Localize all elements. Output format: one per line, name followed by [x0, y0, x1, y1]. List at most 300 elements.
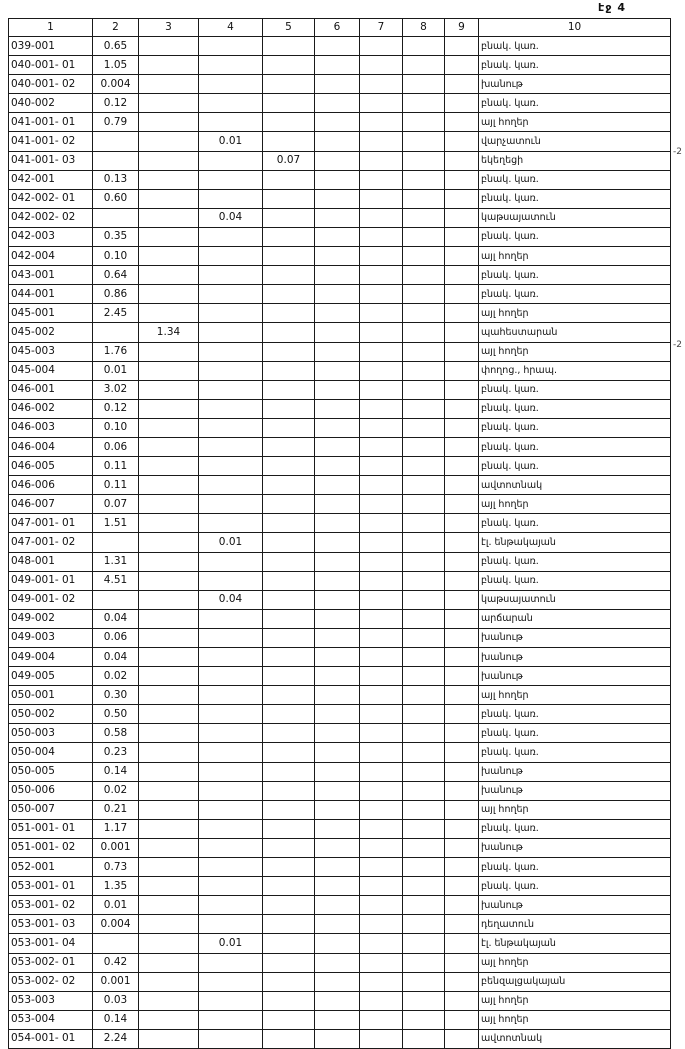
- value-col2-cell: 0.01: [93, 896, 139, 915]
- value-col8-cell: [403, 1010, 445, 1029]
- value-col8-cell: [403, 705, 445, 724]
- value-col3-cell: [139, 953, 199, 972]
- parcel-code-cell: 049-005: [9, 667, 93, 686]
- value-col4-cell: [199, 170, 263, 189]
- value-col2-cell: 0.65: [93, 37, 139, 56]
- value-col2-cell: 0.13: [93, 170, 139, 189]
- land-use-cell: այլ հողեր: [479, 304, 671, 323]
- table-row: [9, 724, 671, 743]
- value-col7-cell: [360, 208, 403, 227]
- value-col2-cell: 0.001: [93, 972, 139, 991]
- parcel-code-cell: 046-002: [9, 399, 93, 418]
- value-col9-cell: [445, 838, 479, 857]
- parcel-code-cell: 053-002- 01: [9, 953, 93, 972]
- value-col6-cell: [315, 896, 360, 915]
- table-row: [9, 877, 671, 896]
- parcel-code-cell: 045-002: [9, 323, 93, 342]
- table-row: [9, 762, 671, 781]
- value-col9-cell: [445, 151, 479, 170]
- value-col3-cell: [139, 514, 199, 533]
- value-col8-cell: [403, 934, 445, 953]
- land-use-cell: այլ հողեր: [479, 991, 671, 1010]
- land-use-cell: բնակ. կառ.: [479, 705, 671, 724]
- value-col6-cell: [315, 877, 360, 896]
- value-col2-cell: [93, 151, 139, 170]
- land-use-cell: այլ հողեր: [479, 113, 671, 132]
- value-col9-cell: [445, 743, 479, 762]
- value-col4-cell: [199, 418, 263, 437]
- table-row: [9, 304, 671, 323]
- value-col5-cell: [263, 552, 315, 571]
- value-col5-cell: [263, 667, 315, 686]
- land-use-cell: այլ հողեր: [479, 686, 671, 705]
- value-col3-cell: [139, 571, 199, 590]
- value-col5-cell: [263, 858, 315, 877]
- value-col7-cell: [360, 113, 403, 132]
- parcel-code-cell: 053-001- 04: [9, 934, 93, 953]
- value-col9-cell: [445, 361, 479, 380]
- value-col6-cell: [315, 953, 360, 972]
- value-col6-cell: [315, 705, 360, 724]
- land-use-cell: խանութ: [479, 762, 671, 781]
- column-header: 4: [199, 19, 263, 37]
- parcel-code-cell: 050-005: [9, 762, 93, 781]
- table-row: [9, 705, 671, 724]
- value-col7-cell: [360, 361, 403, 380]
- land-use-cell: բնակ. կառ.: [479, 170, 671, 189]
- value-col9-cell: [445, 514, 479, 533]
- header-row: [9, 19, 671, 37]
- value-col7-cell: [360, 858, 403, 877]
- column-header: 1: [9, 19, 93, 37]
- value-col2-cell: 0.64: [93, 266, 139, 285]
- value-col2-cell: 1.35: [93, 877, 139, 896]
- value-col3-cell: [139, 800, 199, 819]
- land-use-cell: էլ. ենթակայան: [479, 533, 671, 552]
- value-col7-cell: [360, 1010, 403, 1029]
- table-row: [9, 686, 671, 705]
- value-col4-cell: [199, 380, 263, 399]
- value-col5-cell: [263, 285, 315, 304]
- value-col2-cell: 0.001: [93, 838, 139, 857]
- value-col4-cell: [199, 476, 263, 495]
- table-row: [9, 361, 671, 380]
- value-col5-cell: [263, 514, 315, 533]
- value-col7-cell: [360, 457, 403, 476]
- value-col6-cell: [315, 457, 360, 476]
- value-col3-cell: [139, 533, 199, 552]
- value-col8-cell: [403, 552, 445, 571]
- parcel-code-cell: 039-001: [9, 37, 93, 56]
- table-row: [9, 571, 671, 590]
- parcel-code-cell: 049-003: [9, 628, 93, 647]
- value-col9-cell: [445, 991, 479, 1010]
- value-col2-cell: 1.76: [93, 342, 139, 361]
- value-col3-cell: [139, 437, 199, 456]
- parcel-code-cell: 042-003: [9, 227, 93, 246]
- value-col5-cell: [263, 304, 315, 323]
- value-col8-cell: [403, 915, 445, 934]
- value-col9-cell: [445, 227, 479, 246]
- value-col4-cell: 0.04: [199, 208, 263, 227]
- value-col7-cell: [360, 838, 403, 857]
- value-col6-cell: [315, 1029, 360, 1048]
- land-use-cell: բնակ. կառ.: [479, 94, 671, 113]
- value-col2-cell: [93, 208, 139, 227]
- land-use-cell: կաթսայատուն: [479, 208, 671, 227]
- value-col7-cell: [360, 533, 403, 552]
- value-col3-cell: [139, 590, 199, 609]
- value-col4-cell: [199, 495, 263, 514]
- value-col6-cell: [315, 399, 360, 418]
- value-col3-cell: [139, 227, 199, 246]
- table-row: [9, 75, 671, 94]
- value-col4-cell: 0.01: [199, 934, 263, 953]
- value-col5-cell: [263, 323, 315, 342]
- column-header: 10: [479, 19, 671, 37]
- value-col3-cell: [139, 781, 199, 800]
- table-row: [9, 800, 671, 819]
- value-col9-cell: [445, 113, 479, 132]
- land-use-cell: բնակ. կառ.: [479, 227, 671, 246]
- value-col9-cell: [445, 1010, 479, 1029]
- value-col9-cell: [445, 323, 479, 342]
- value-col7-cell: [360, 781, 403, 800]
- value-col8-cell: [403, 304, 445, 323]
- parcel-code-cell: 050-001: [9, 686, 93, 705]
- value-col4-cell: [199, 667, 263, 686]
- table-row: [9, 285, 671, 304]
- value-col5-cell: [263, 628, 315, 647]
- value-col4-cell: [199, 1029, 263, 1048]
- value-col3-cell: [139, 266, 199, 285]
- value-col3-cell: [139, 743, 199, 762]
- value-col2-cell: [93, 132, 139, 151]
- value-col6-cell: [315, 667, 360, 686]
- value-col3-cell: [139, 648, 199, 667]
- value-col2-cell: 2.24: [93, 1029, 139, 1048]
- value-col2-cell: 0.50: [93, 705, 139, 724]
- value-col2-cell: 0.30: [93, 686, 139, 705]
- value-col2-cell: 3.02: [93, 380, 139, 399]
- value-col3-cell: [139, 838, 199, 857]
- column-header: 8: [403, 19, 445, 37]
- parcel-code-cell: 046-003: [9, 418, 93, 437]
- value-col7-cell: [360, 94, 403, 113]
- value-col8-cell: [403, 628, 445, 647]
- parcel-code-cell: 050-007: [9, 800, 93, 819]
- value-col3-cell: [139, 667, 199, 686]
- value-col4-cell: 0.01: [199, 132, 263, 151]
- value-col9-cell: [445, 75, 479, 94]
- column-header: 7: [360, 19, 403, 37]
- parcel-code-cell: 042-002- 01: [9, 189, 93, 208]
- margin-mark-lower: -2: [673, 340, 682, 350]
- value-col2-cell: [93, 533, 139, 552]
- value-col7-cell: [360, 342, 403, 361]
- value-col5-cell: [263, 934, 315, 953]
- value-col6-cell: [315, 94, 360, 113]
- value-col5-cell: [263, 953, 315, 972]
- value-col5-cell: [263, 457, 315, 476]
- value-col7-cell: [360, 877, 403, 896]
- parcel-code-cell: 045-001: [9, 304, 93, 323]
- value-col8-cell: [403, 819, 445, 838]
- value-col3-cell: [139, 132, 199, 151]
- value-col7-cell: [360, 476, 403, 495]
- value-col4-cell: [199, 648, 263, 667]
- value-col4-cell: [199, 304, 263, 323]
- land-use-cell: բնակ. կառ.: [479, 285, 671, 304]
- value-col9-cell: [445, 800, 479, 819]
- parcel-code-cell: 041-001- 01: [9, 113, 93, 132]
- value-col2-cell: 0.10: [93, 247, 139, 266]
- parcel-code-cell: 042-001: [9, 170, 93, 189]
- value-col6-cell: [315, 476, 360, 495]
- value-col2-cell: 0.06: [93, 437, 139, 456]
- value-col3-cell: [139, 552, 199, 571]
- land-use-cell: բնակ. կառ.: [479, 37, 671, 56]
- land-use-cell: բնակ. կառ.: [479, 266, 671, 285]
- value-col9-cell: [445, 266, 479, 285]
- value-col7-cell: [360, 552, 403, 571]
- value-col8-cell: [403, 151, 445, 170]
- value-col4-cell: [199, 705, 263, 724]
- value-col8-cell: [403, 75, 445, 94]
- value-col4-cell: [199, 37, 263, 56]
- value-col6-cell: [315, 609, 360, 628]
- value-col9-cell: [445, 609, 479, 628]
- value-col3-cell: [139, 628, 199, 647]
- table-row: [9, 189, 671, 208]
- column-header: 9: [445, 19, 479, 37]
- value-col6-cell: [315, 628, 360, 647]
- value-col2-cell: 0.21: [93, 800, 139, 819]
- value-col5-cell: [263, 132, 315, 151]
- value-col9-cell: [445, 208, 479, 227]
- value-col4-cell: [199, 457, 263, 476]
- value-col8-cell: [403, 113, 445, 132]
- column-header: 3: [139, 19, 199, 37]
- parcel-code-cell: 053-001- 03: [9, 915, 93, 934]
- value-col2-cell: 0.12: [93, 399, 139, 418]
- value-col8-cell: [403, 953, 445, 972]
- value-col6-cell: [315, 838, 360, 857]
- value-col4-cell: [199, 56, 263, 75]
- value-col9-cell: [445, 858, 479, 877]
- value-col9-cell: [445, 819, 479, 838]
- land-parcel-table: [8, 18, 671, 1049]
- value-col2-cell: 0.11: [93, 457, 139, 476]
- value-col8-cell: [403, 743, 445, 762]
- value-col9-cell: [445, 247, 479, 266]
- value-col9-cell: [445, 686, 479, 705]
- parcel-code-cell: 042-004: [9, 247, 93, 266]
- column-header: 2: [93, 19, 139, 37]
- parcel-code-cell: 040-002: [9, 94, 93, 113]
- value-col8-cell: [403, 227, 445, 246]
- value-col6-cell: [315, 437, 360, 456]
- value-col4-cell: [199, 285, 263, 304]
- land-use-cell: խանութ: [479, 838, 671, 857]
- value-col6-cell: [315, 227, 360, 246]
- value-col8-cell: [403, 838, 445, 857]
- value-col7-cell: [360, 628, 403, 647]
- value-col5-cell: [263, 37, 315, 56]
- value-col9-cell: [445, 934, 479, 953]
- margin-mark-upper: -2: [673, 147, 682, 157]
- value-col3-cell: [139, 380, 199, 399]
- value-col2-cell: 0.004: [93, 915, 139, 934]
- value-col5-cell: [263, 495, 315, 514]
- value-col7-cell: [360, 418, 403, 437]
- table-row: [9, 934, 671, 953]
- value-col8-cell: [403, 781, 445, 800]
- value-col2-cell: 0.73: [93, 858, 139, 877]
- value-col8-cell: [403, 247, 445, 266]
- parcel-code-cell: 041-001- 02: [9, 132, 93, 151]
- value-col7-cell: [360, 437, 403, 456]
- value-col9-cell: [445, 552, 479, 571]
- value-col5-cell: [263, 113, 315, 132]
- table-row: [9, 858, 671, 877]
- value-col3-cell: [139, 724, 199, 743]
- land-use-cell: բնակ. կառ.: [479, 56, 671, 75]
- value-col5-cell: [263, 972, 315, 991]
- value-col4-cell: [199, 399, 263, 418]
- value-col8-cell: [403, 380, 445, 399]
- value-col3-cell: [139, 819, 199, 838]
- value-col2-cell: 0.12: [93, 94, 139, 113]
- value-col4-cell: [199, 151, 263, 170]
- land-use-cell: բնակ. կառ.: [479, 189, 671, 208]
- value-col3-cell: [139, 972, 199, 991]
- value-col2-cell: 0.35: [93, 227, 139, 246]
- value-col5-cell: [263, 437, 315, 456]
- value-col3-cell: [139, 1029, 199, 1048]
- value-col9-cell: [445, 724, 479, 743]
- value-col3-cell: [139, 170, 199, 189]
- value-col6-cell: [315, 800, 360, 819]
- value-col4-cell: [199, 972, 263, 991]
- value-col6-cell: [315, 342, 360, 361]
- value-col3-cell: [139, 75, 199, 94]
- land-use-cell: բնակ. կառ.: [479, 858, 671, 877]
- value-col7-cell: [360, 132, 403, 151]
- table-row: [9, 247, 671, 266]
- value-col5-cell: [263, 571, 315, 590]
- value-col9-cell: [445, 628, 479, 647]
- table-row: [9, 991, 671, 1010]
- value-col2-cell: 1.05: [93, 56, 139, 75]
- value-col8-cell: [403, 800, 445, 819]
- value-col7-cell: [360, 800, 403, 819]
- value-col7-cell: [360, 590, 403, 609]
- table-row: [9, 37, 671, 56]
- value-col4-cell: [199, 628, 263, 647]
- value-col2-cell: 0.14: [93, 1010, 139, 1029]
- value-col4-cell: [199, 609, 263, 628]
- value-col8-cell: [403, 896, 445, 915]
- value-col6-cell: [315, 686, 360, 705]
- value-col3-cell: [139, 247, 199, 266]
- land-use-cell: բնակ. կառ.: [479, 877, 671, 896]
- table-row: [9, 266, 671, 285]
- land-use-cell: այլ հողեր: [479, 495, 671, 514]
- value-col2-cell: 0.11: [93, 476, 139, 495]
- value-col7-cell: [360, 56, 403, 75]
- value-col9-cell: [445, 667, 479, 686]
- land-use-cell: խանութ: [479, 75, 671, 94]
- parcel-code-cell: 050-006: [9, 781, 93, 800]
- column-header: 6: [315, 19, 360, 37]
- value-col8-cell: [403, 94, 445, 113]
- value-col4-cell: [199, 571, 263, 590]
- value-col8-cell: [403, 609, 445, 628]
- value-col5-cell: [263, 705, 315, 724]
- value-col2-cell: 0.04: [93, 609, 139, 628]
- value-col2-cell: 0.10: [93, 418, 139, 437]
- value-col5-cell: [263, 1029, 315, 1048]
- value-col9-cell: [445, 648, 479, 667]
- value-col2-cell: [93, 323, 139, 342]
- value-col3-cell: [139, 304, 199, 323]
- value-col7-cell: [360, 266, 403, 285]
- land-use-cell: բնակ. կառ.: [479, 724, 671, 743]
- table-row: [9, 915, 671, 934]
- table-row: [9, 208, 671, 227]
- value-col8-cell: [403, 342, 445, 361]
- value-col7-cell: [360, 934, 403, 953]
- value-col6-cell: [315, 762, 360, 781]
- value-col4-cell: [199, 189, 263, 208]
- parcel-code-cell: 045-003: [9, 342, 93, 361]
- value-col4-cell: [199, 915, 263, 934]
- parcel-code-cell: 053-004: [9, 1010, 93, 1029]
- land-use-cell: խանութ: [479, 628, 671, 647]
- value-col7-cell: [360, 743, 403, 762]
- parcel-code-cell: 047-001- 02: [9, 533, 93, 552]
- parcel-code-cell: 046-005: [9, 457, 93, 476]
- value-col9-cell: [445, 877, 479, 896]
- value-col9-cell: [445, 304, 479, 323]
- land-use-cell: խանութ: [479, 648, 671, 667]
- value-col5-cell: [263, 819, 315, 838]
- value-col5-cell: [263, 380, 315, 399]
- value-col6-cell: [315, 151, 360, 170]
- table-row: [9, 94, 671, 113]
- parcel-code-cell: 040-001- 01: [9, 56, 93, 75]
- value-col2-cell: 0.07: [93, 495, 139, 514]
- table-row: [9, 132, 671, 151]
- land-use-cell: բնակ. կառ.: [479, 552, 671, 571]
- page-number-label: էջ 4: [598, 1, 626, 14]
- value-col7-cell: [360, 1029, 403, 1048]
- value-col9-cell: [445, 56, 479, 75]
- value-col6-cell: [315, 304, 360, 323]
- parcel-code-cell: 051-001- 02: [9, 838, 93, 857]
- value-col4-cell: [199, 323, 263, 342]
- value-col2-cell: 0.79: [93, 113, 139, 132]
- value-col7-cell: [360, 227, 403, 246]
- value-col9-cell: [445, 705, 479, 724]
- value-col6-cell: [315, 972, 360, 991]
- land-use-cell: բնակ. կառ.: [479, 380, 671, 399]
- table-row: [9, 819, 671, 838]
- land-use-cell: եկեղեցի: [479, 151, 671, 170]
- table-row: [9, 323, 671, 342]
- value-col9-cell: [445, 953, 479, 972]
